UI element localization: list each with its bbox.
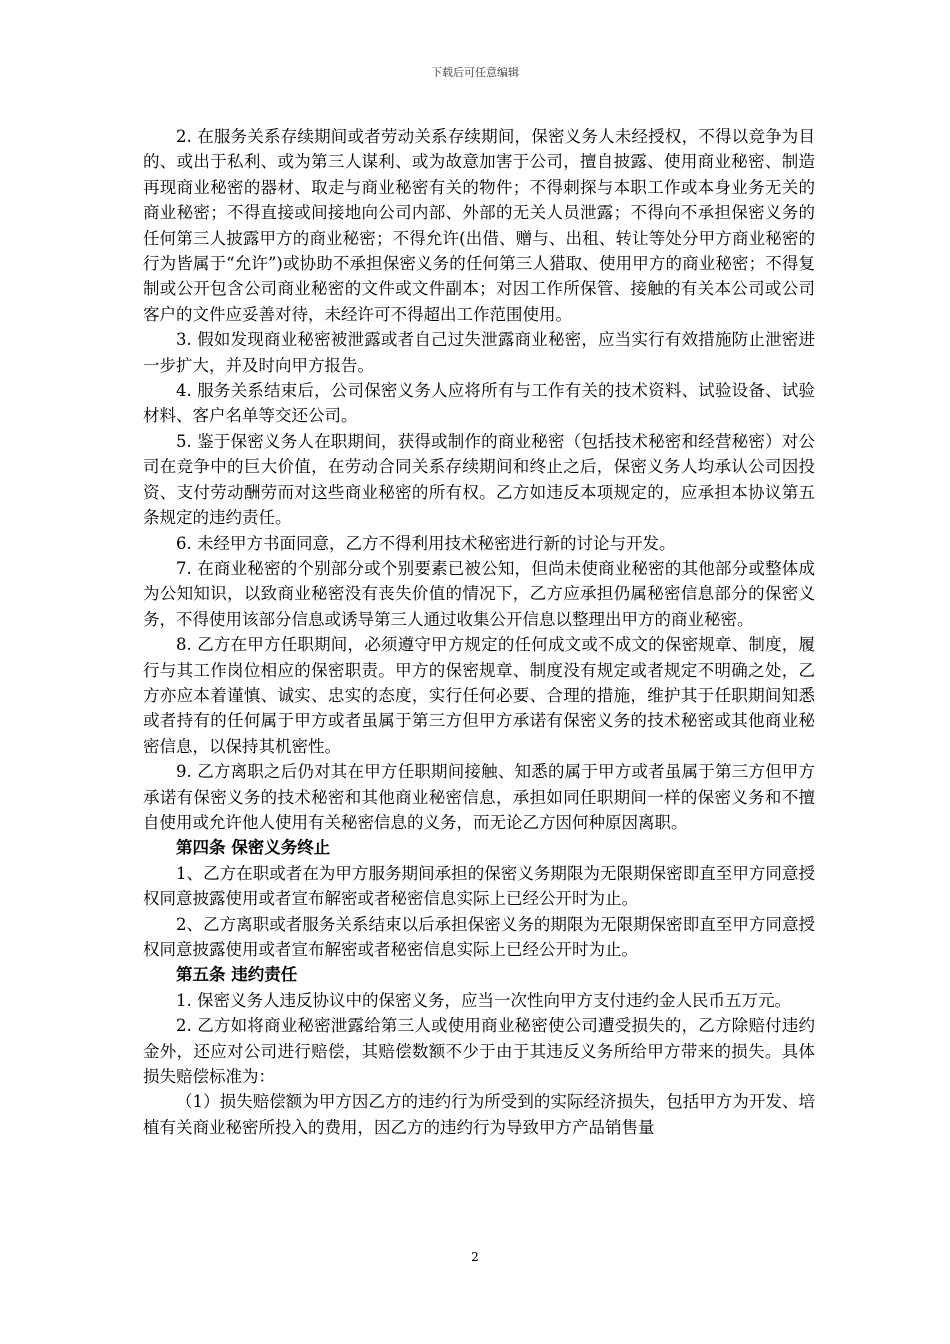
clause-paragraph: 2. 乙方如将商业秘密泄露给第三人或使用商业秘密使公司遭受损失的，乙方除赔付违约金外，还应对公司进行赔偿，其赔偿数额不少于由于其违反义务所给甲方带来的损失。具体损失赔偿标准为：: [143, 1016, 815, 1087]
clause-paragraph: 6. 未经甲方书面同意，乙方不得利用技术秘密进行新的讨论与开发。: [176, 533, 676, 553]
page-number: 2: [471, 1250, 479, 1264]
clause-paragraph: 5. 鉴于保密义务人在职期间，获得或制作的商业秘密（包括技术秘密和经营秘密）对公司在竞争中的巨大价值，在劳动合同关系存续期间和终止之后，保密义务人均承认公司因投资、支付劳动酬劳而对这些商业秘密的所有权。乙方如违反本项规定的，应承担本协议第五条规定的违约责任。: [143, 431, 815, 528]
clause-paragraph: 3. 假如发现商业秘密被泄露或者自己过失泄露商业秘密，应当实行有效措施防止泄密进一步扩大，并及时向甲方报告。: [143, 330, 815, 375]
clause-paragraph: 1、乙方在职或者在为甲方服务期间承担的保密义务期限为无限期保密即直至甲方同意授权同意披露使用或者宣布解密或者秘密信息实际上已经公开时为止。: [143, 863, 815, 909]
clause-paragraph: 9. 乙方离职之后仍对其在甲方任职期间接触、知悉的属于甲方或者虽属于第三方但甲方承诺有保密义务的技术秘密和其他商业秘密信息，承担如同任职期间一样的保密义务和不擅自使用或允许他人使用有关秘密信息的义务，而无论乙方因何种原因离职。: [143, 762, 815, 832]
document-body: [143, 124, 815, 1140]
clause-paragraph: 4. 服务关系结束后，公司保密义务人应将所有与工作有关的技术资料、试验设备、试验材料、客户名单等交还公司。: [143, 381, 815, 426]
clause-paragraph: 2. 在服务关系存续期间或者劳动关系存续期间，保密义务人未经授权，不得以竞争为目的、或出于私利、或为第三人谋利、或为故意加害于公司，擅自披露、使用商业秘密、制造再现商业秘密的器材、取走与商业秘密有关的物件；不得刺探与本职工作或本身业务无关的商业秘密；不得直接或间接地向公司内部、外部的无关人员泄露；不得向不承担保密义务的任何第三人披露甲方的商业秘密；不得允许(出借、赠与、出租、转让等处分甲方商业秘密的行为皆属于“允许”)或协助不承担保密义务的任何第三人猎取、使用甲方的商业秘密；不得复制或公开包含公司商业秘密的文件或文件副本；对因工作所保管、接触的有关本公司或公司客户的文件应妥善对待，未经许可不得超出工作范围使用。: [143, 127, 815, 324]
clause-paragraph: 2、乙方离职或者服务关系结束以后承担保密义务的期限为无限期保密即直至甲方同意授权同意披露使用或者宣布解密或者秘密信息实际上已经公开时为止。: [143, 914, 815, 959]
clause-paragraph: 1. 保密义务人违反协议中的保密义务，应当一次性向甲方支付违约金人民币五万元。: [176, 990, 791, 1010]
page-header: 下载后可任意编辑: [431, 66, 519, 79]
section-heading: 第四条 保密义务终止: [176, 838, 331, 858]
clause-paragraph: 8. 乙方在甲方任职期间，必须遵守甲方规定的任何成文或不成文的保密规章、制度，履行与其工作岗位相应的保密职责。甲方的保密规章、制度没有规定或者规定不明确之处，乙方亦应本着谨慎、诚实、忠实的态度，实行任何必要、合理的措施，维护其于任职期间知悉或者持有的任何属于甲方或者虽属于第三方但甲方承诺有保密义务的技术秘密或其他商业秘密信息，以保持其机密性。: [143, 635, 815, 756]
section-heading: 第五条 违约责任: [176, 965, 298, 985]
clause-paragraph: （1）损失赔偿额为甲方因乙方的违约行为所受到的实际经济损失，包括甲方为开发、培植有关商业秘密所投入的费用，因乙方的违约行为导致甲方产品销售量: [143, 1092, 815, 1137]
clause-paragraph: 7. 在商业秘密的个别部分或个别要素已被公知，但尚未使商业秘密的其他部分或整体成为公知知识，以致商业秘密没有丧失价值的情况下，乙方应承担仍属秘密信息部分的保密义务，不得使用该部分信息或诱导第三人通过收集公开信息以整理出甲方的商业秘密。: [143, 558, 815, 629]
